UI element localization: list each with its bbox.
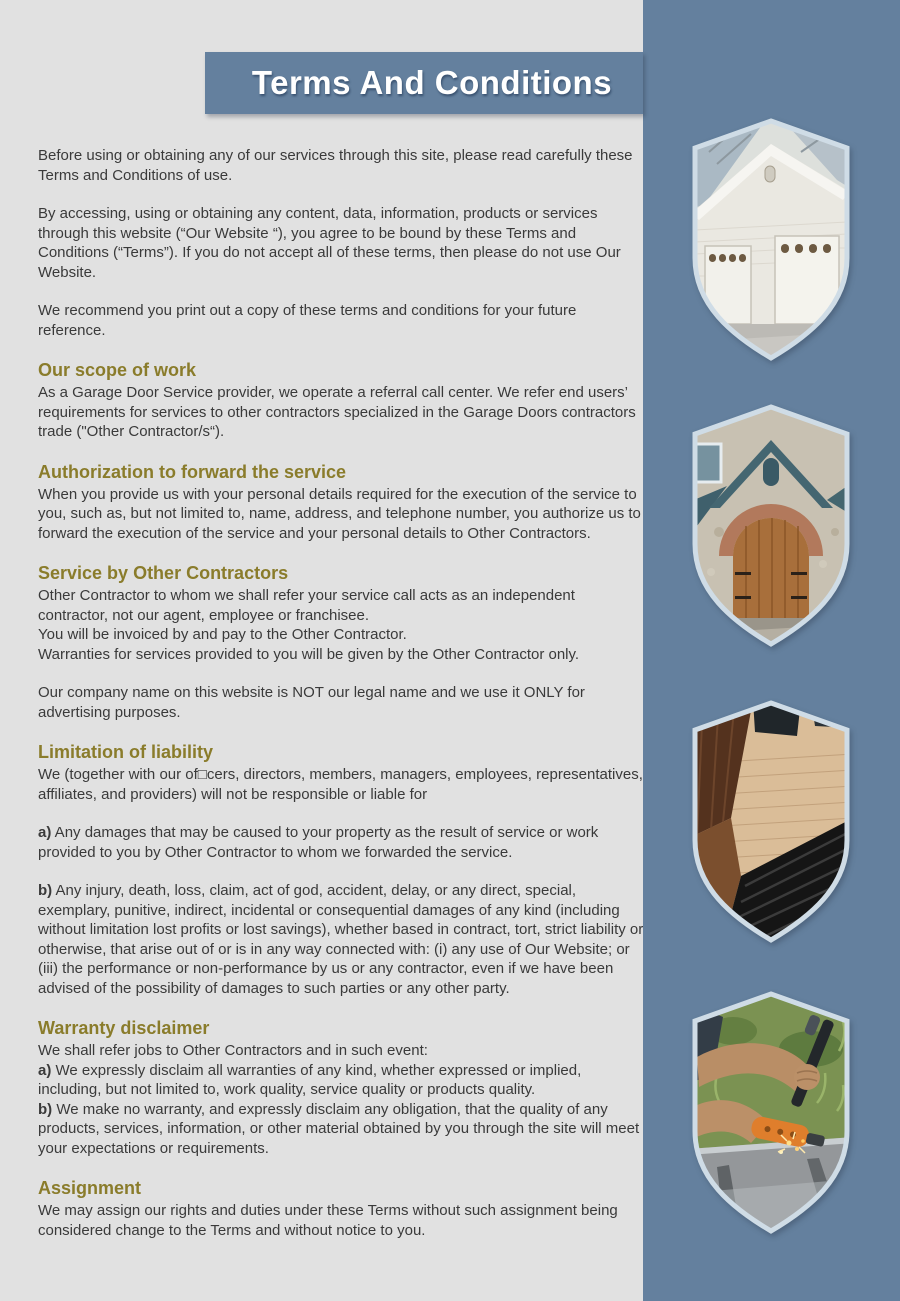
warranty-item-b-text: We make no warranty, and expressly disclaim any obligation, that the quality of any products, services, information, or other material obtained by you through the site will meet your expectations or requirements. (38, 1100, 640, 1157)
warranty-item-a (38, 1061, 644, 1100)
section-heading-authorization: Authorization to forward the service (38, 461, 347, 482)
title-banner (205, 52, 900, 114)
authorization-body: When you provide us with your personal details required for the execution of the service to you, such as, but not limited to, name, address, and telephone number, you authorize us to forward the execution of the service and your personal details to Other Contractors. (38, 485, 641, 542)
section-heading-warranty: Warranty disclaimer (38, 1018, 210, 1038)
page-title: Terms And Conditions (251, 64, 613, 101)
intro-paragraph-3: We recommend you print out a copy of these terms and conditions for your future reference. (38, 302, 577, 339)
warranty-intro: We shall refer jobs to Other Contractors and in such event: (38, 1042, 428, 1059)
liability-item-b (38, 881, 644, 998)
liability-item-b-text: Any injury, death, loss, claim, act of god, accident, delay, or any direct, special, exemplary, punitive, indirect, incidental or consequential damages of any kind (including without limitation lost profits or lost savings), whether based in contract, tort, strict liability or otherwise, that arise out of or is in any way connected with: (i) any use of Our Website; or (iii) the performance or non-performance by us or any contractor, even if we have been advised of the possibility of damages to such parties or any other party. (38, 882, 644, 997)
terms-content (38, 146, 644, 1259)
liability-item-a (38, 823, 644, 862)
service-body (38, 586, 644, 664)
shield-badge-wood-slat-door-photo (689, 700, 853, 944)
list-marker-a: a) (38, 1061, 52, 1079)
service-line-1: Other Contractor to whom we shall refer your service call acts as an independent contractor, not our agent, employee or franchisee. (38, 587, 575, 624)
liability-item-a-text: Any damages that may be caused to your property as the result of service or work provided to you by Other Contractor to whom we forwarded the service. (38, 824, 599, 861)
list-marker-b: b) (38, 1100, 53, 1118)
warranty-item-a-text: We expressly disclaim all warranties of any kind, whether expressed or implied, including, but not limited to, work quality, service quality or products quality. (38, 1061, 582, 1098)
shield-badge-stone-house-photo (689, 404, 853, 648)
service-line-2: You will be invoiced by and pay to the Other Contractor. (38, 626, 407, 643)
intro-paragraph-2: By accessing, using or obtaining any content, data, information, products or services through this website (“Our Website “), you agree to be bound by these Terms and Conditions (“Terms”). If you do not accept all of these terms, then please do not use Our Website. (38, 205, 621, 281)
service-line-3: Warranties for services provided to you will be given by the Other Contractor only. (38, 645, 580, 663)
section-heading-assignment: Assignment (38, 1178, 142, 1198)
scope-body: As a Garage Door Service provider, we operate a referral call center. We refer end users’ requirements for services to other contractors specialized in the Garage Doors contractors trade ("Other Contractor/s“). (38, 384, 636, 440)
shield-badge-garage-exterior-photo (689, 118, 853, 362)
list-marker-a: a) (38, 824, 52, 841)
shield-badge-welding-technician-photo (689, 991, 853, 1235)
section-heading-liability: Limitation of liability (38, 742, 213, 762)
photo-sidebar (643, 0, 900, 1301)
warranty-item-b (38, 1100, 644, 1159)
section-heading-scope: Our scope of work (38, 360, 197, 380)
list-marker-b: b) (38, 882, 53, 899)
liability-intro: We (together with our of□cers, directors, members, managers, employees, representatives, affiliates, and providers) will not be responsible or liable for (38, 766, 643, 803)
company-name-note: Our company name on this website is NOT our legal name and we use it ONLY for advertising purposes. (38, 684, 585, 721)
intro-paragraph-1: Before using or obtaining any of our services through this site, please read carefully these Terms and Conditions of use. (38, 147, 633, 184)
warranty-body (38, 1041, 644, 1158)
section-heading-service: Service by Other Contractors (38, 563, 289, 583)
assignment-body: We may assign our rights and duties under these Terms without such assignment being considered change to the Terms and without notice to you. (38, 1202, 618, 1239)
